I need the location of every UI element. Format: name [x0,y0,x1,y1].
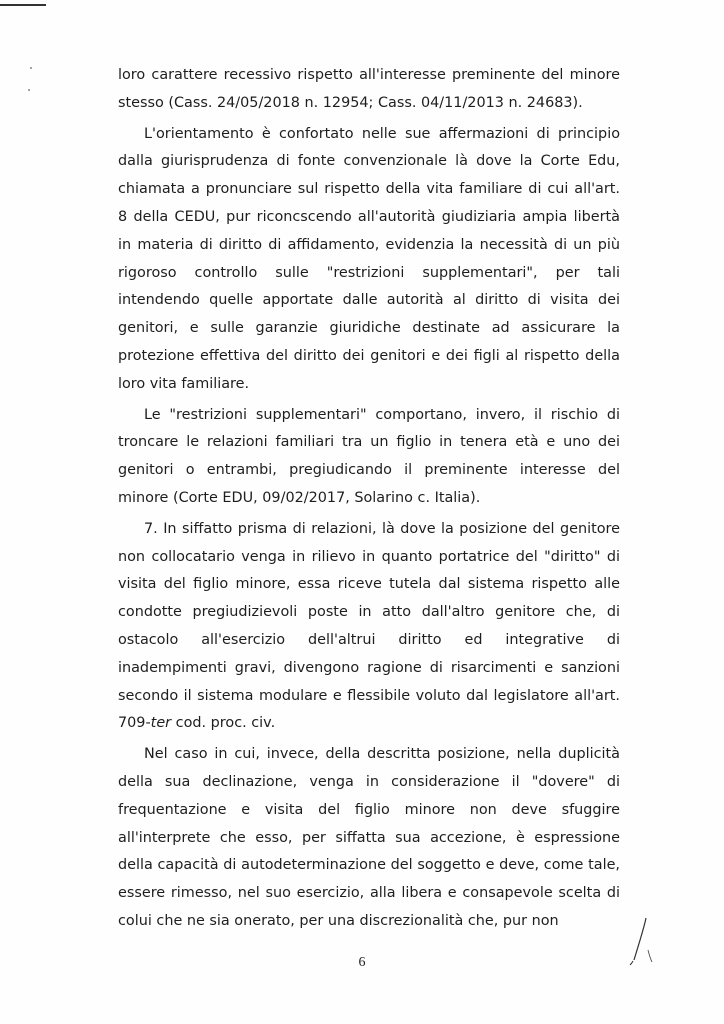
paragraph [118,121,620,399]
paragraph-text: cod. proc. civ. [171,715,276,732]
scan-speck [30,67,32,69]
paragraph-text: 7. In siffatto prisma di relazioni, là dove la posizione del genitore non collocatario venga in rilievo in quanto portatrice del "diritto" di visita del figlio minore, essa riceve tutela dal sistema rispetto alle condotte pregiudizievoli poste in atto dall'altro genitore che, di ostacolo all'esercizio dell'altrui diritto ed integrative di inadempimenti gravi, divengono ragione di risarcimenti e sanzioni secondo il sistema modulare e flessibile voluto dal legislatore all'art. 709- [118,520,620,732]
paragraph-text: loro carattere recessivo rispetto all'interesse preminente del minore stesso (Cass. 24/05/2018 n. 12954; Cass. 04/11/2013 n. 24683). [118,67,620,111]
scan-speck [28,89,30,91]
top-rule [0,4,46,6]
paragraph [118,741,620,936]
paragraph [118,62,620,118]
paragraph-text: Le "restrizioni supplementari" comportano, invero, il rischio di troncare le relazioni familiari tra un figlio in tenera età e uno dei genitori o entrambi, pregiudicando il preminente interesse del minore (Corte EDU, 09/02/2017, Solarino c. Italia). [118,406,620,506]
page-number: 6 [358,955,366,970]
body-text [118,62,620,939]
paragraph-text: L'orientamento è confortato nelle sue affermazioni di principio dalla giurisprudenza di fonte convenzionale là dove la Corte Edu, chiamata a pronunciare sul rispetto della vita familiare di cui all'art. 8 della CEDU, pur riconcscendo all'autorità giudiziaria ampia libertà in materia di diritto di affidamento, evidenzia la necessità di un più rigoroso controllo sulle "restrizioni supplementari", per tali intendendo quelle apportate dalle autorità al diritto di visita dei genitori, e sulle garanzie giuridiche destinate ad assicurare la protezione effettiva del diritto dei genitori e dei figli al rispetto della loro vita familiare. [118,125,620,392]
italic-text: ter [150,715,172,732]
handwritten-mark-icon [628,914,658,966]
paragraph-text: Nel caso in cui, invece, della descritta posizione, nella duplicità della sua declinazione, venga in considerazione il "dovere" di frequentazione e visita del figlio minore non deve sfuggire all'interprete che esso, per siffatta sua accezione, è espressione della capacità di autodeterminazione del soggetto e deve, come tale, essere rimesso, nel suo esercizio, alla libera e consapevole scelta di colui che ne sia onerato, per una discrezionalità che, pur non [118,746,620,929]
paragraph [118,516,620,738]
paragraph [118,402,620,513]
